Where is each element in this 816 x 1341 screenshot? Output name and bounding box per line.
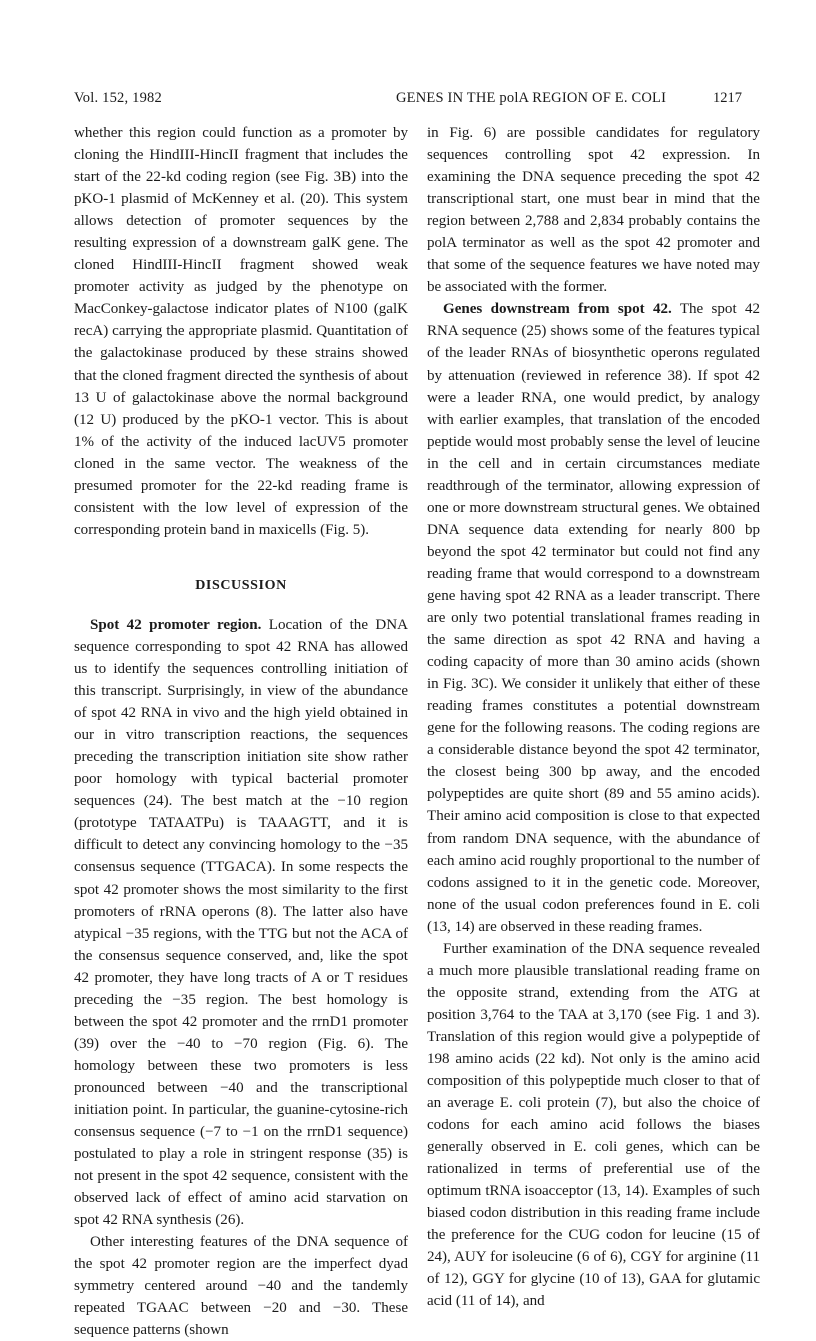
paragraph-downstream-genes: [427, 298, 760, 937]
paragraph-regulatory-sequences: in Fig. 6) are possible candidates for regulatory sequences controlling spot 42 expression. In examining the DNA sequence preceding the spot 42 transcriptional start, one must bear in mind that the region between 2,788 and 2,834 probably contains the polA terminator as well as the spot 42 promoter and that some of the sequence features we have noted may be associated with the former.: [427, 125, 760, 296]
right-column: [427, 122, 760, 1313]
paragraph-heading-spot42-promoter: Spot 42 promoter region.: [90, 616, 262, 633]
paragraph-reading-frame: Further examination of the DNA sequence revealed a much more plausible translational reading frame on the opposite strand, extending from the ATG at position 3,764 to the TAA at 3,170 (see Fig. 1 and 3). Translation of this region would give a polypeptide of 198 amino acids (22 kd). Not only is the amino acid composition of this polypeptide much closer to that of an average E. coli protein (7), but also the choice of codons for each amino acid follows the biases generally observed in E. coli genes, which can be rationalized in terms of preferential use of the optimum tRNA isoacceptor (13, 14). Examples of such biased codon distribution in this reading frame include the preference for the CUG codon for leucine (15 of 24), AUY for isoleucine (6 of 6), CGY for arginine (11 of 12), GGY for glycine (10 of 13), GAA for glutamic acid (11 of 14), and: [427, 940, 760, 1310]
paragraph-promoter-cloning: whether this region could function as a promoter by cloning the HindIII-HincII fragment that includes the start of the 22-kd coding region (see Fig. 3B) into the pKO-1 plasmid of McKenney et al. (20). This system allows detection of promoter sequences by the resulting expression of a downstream galK gene. The cloned HindIII-HincII fragment showed weak promoter activity as judged by the phenotype on MacConkey-galactose indicator plates of N100 (galK recA) carrying the appropriate plasmid. Quantitation of the galactokinase produced by these strains showed that the cloned fragment directed the synthesis of about 13 U of galactokinase above the normal background (12 U) produced by the pKO-1 vector. This is about 1% of the activity of the induced lacUV5 promoter cloned in the same vector. The weakness of the presumed promoter for the 22-kd reading frame is consistent with the low level of expression of the corresponding protein band in maxicells (Fig. 5).: [74, 125, 408, 538]
paragraph-body: The spot 42 RNA sequence (25) shows some of the features typical of the leader RNAs of biosynthetic operons regulated by attenuation (reviewed in reference 38). If spot 42 were a leader RNA, one would predict, by analogy with earlier examples, that translation of the encoded peptide would most probably sense the level of leucine in the cell and in certain circumstances mediate readthrough of the terminator, allowing expression of one or more downstream structural genes. We obtained DNA sequence data extending for nearly 800 bp beyond the spot 42 terminator but could not find any reading frame that would correspond to a downstream gene having spot 42 RNA as a leader transcript. There are only two potential translational frames reading in the same direction as spot 42 RNA and having a coding capacity of more than 30 amino acids (shown in Fig. 3C). We consider it unlikely that either of these reading frames constitutes a potential downstream gene for the following reasons. The coding regions are a considerable distance beyond the spot 42 terminator, the closest being 300 bp away, and the encoded polypeptides are quite short (89 and 55 amino acids). Their amino acid composition is close to that expected from random DNA sequence, with the abundance of each amino acid roughly proportional to the number of codons assigned to it in the genetic code. Moreover, none of the usual codon preferences found in E. coli (13, 14) are observed in these reading frames.: [427, 301, 760, 935]
journal-volume: Vol. 152, 1982: [74, 90, 162, 106]
left-column: [74, 122, 408, 1341]
running-header: [74, 90, 742, 112]
paragraph-heading-downstream-genes: Genes downstream from spot 42.: [443, 301, 672, 318]
running-title: GENES IN THE polA REGION OF E. COLI: [396, 90, 667, 106]
paragraph-spot42-promoter: [74, 614, 408, 1231]
paragraph-dna-features: Other interesting features of the DNA sequence of the spot 42 promoter region are the imperfect dyad symmetry centered around −40 and the tandemly repeated TGAAC between −20 and −30. These sequence patterns (shown: [74, 1234, 408, 1339]
page-number: 1217: [713, 90, 742, 106]
paragraph-body: Location of the DNA sequence corresponding to spot 42 RNA has allowed us to identify the sequences controlling initiation of this transcript. Surprisingly, in view of the abundance of spot 42 RNA in vivo and the high yield obtained in our in vitro transcription reactions, the sequences preceding the transcription initiation site show rather poor homology with typical bacterial promoter sequences (24). The best match at the −10 region (prototype TATAATPu) is TAAAGTT, and it is difficult to detect any convincing homology to the −35 consensus sequence (TTGACA). In some respects the spot 42 promoter shows the most similarity to the first promoters of rRNA operons (8). The latter also have atypical −35 regions, with the TTG but not the ACA of the consensus sequence conserved, and, like the spot 42 promoter, they have long tracts of A or T residues preceding the −35 region. The best homology is between the spot 42 promoter and the rrnD1 promoter (39) over the −40 to −70 region (Fig. 6). The homology between these two promoters is less pronounced between −40 and the transcriptional initiation point. In particular, the guanine-cytosine-rich consensus sequence (−7 to −1 on the rrnD1 sequence) postulated to play a role in stringent response (35) is not present in the spot 42 sequence, consistent with the observed lack of effect of amino acid starvation on spot 42 RNA synthesis (26).: [74, 616, 408, 1229]
section-title-discussion: DISCUSSION: [195, 577, 287, 593]
